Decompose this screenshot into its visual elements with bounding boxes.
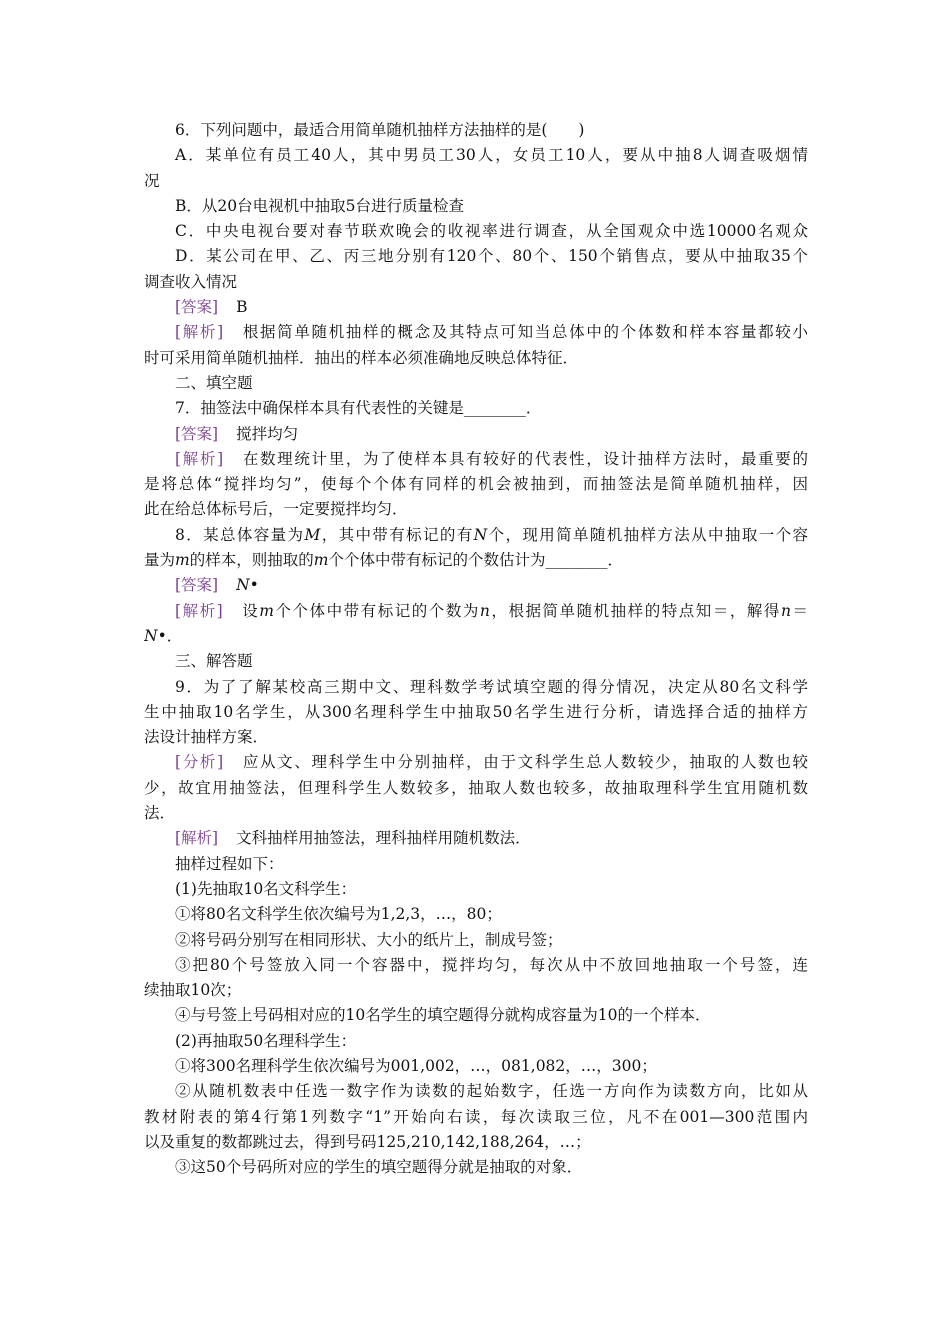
q6-option-a: A．某单位有员工40人，其中男员工30人，女员工10人，要从中抽8人调查吸烟情: [175, 146, 808, 165]
q8-stem-part: 的样本，则抽取的: [189, 551, 314, 570]
analysis-tag: [解析]: [175, 323, 224, 342]
variable-N: N: [144, 626, 158, 645]
q9-analysis-text: 文科抽样用抽签法，理科抽样用随机数法．: [236, 829, 531, 848]
q8-answer-value: •: [249, 576, 259, 595]
variable-m: m: [259, 601, 274, 620]
section-heading-solve: 三、解答题: [175, 652, 253, 671]
analysis-tag: [解析]: [175, 829, 219, 848]
q7-answer: [144, 422, 808, 447]
q7-analysis: [144, 447, 808, 472]
analysis-tag: [解析]: [175, 601, 223, 620]
q9-part2-step2-cont: 教材附表的第4行第1列数字“1”开始向右读，每次读取三位，凡不在001—300范围内: [144, 1107, 808, 1126]
variable-m: m: [313, 551, 329, 570]
q9-stem: 9．为了了解某校高三期中文、理科数学考试填空题的得分情况，决定从80名文科学: [175, 677, 808, 696]
q8-stem-part: 量为: [144, 551, 176, 570]
q9-part2-step3: ③这50个号码所对应的学生的填空题得分就是抽取的对象．: [175, 1158, 583, 1177]
q8-analysis: [144, 599, 808, 624]
q8-analysis-part: 设: [240, 601, 260, 620]
q8-stem-part: 8．某总体容量为: [175, 525, 305, 544]
variable-M: M: [304, 525, 321, 544]
q8-answer-variable: N: [236, 576, 250, 595]
q9-stem-cont-2: 法设计抽样方案．: [144, 728, 269, 747]
q7-analysis-text: 在数理统计里，为了使样本具有较好的代表性，设计抽样方法时，最重要的: [241, 449, 808, 468]
q6-option-d: D．某公司在甲、乙、丙三地分别有120个、80个、150个销售点，要从中抽取35个: [175, 247, 808, 266]
fenxi-tag: [分析]: [175, 753, 224, 772]
q9-process-heading: 抽样过程如下：: [175, 854, 284, 873]
q8-analysis-part: 个个体中带有标记的个数为: [273, 601, 480, 620]
q9-part1-step4: ④与号签上号码相对应的10名学生的填空题得分就构成容量为10的一个样本．: [175, 1006, 711, 1025]
variable-m: m: [175, 551, 190, 570]
q6-analysis: [144, 320, 808, 345]
q9-part2-title: (2)再抽取50名理科学生：: [175, 1031, 357, 1050]
q6-option-d-cont: 调查收入情况: [144, 272, 238, 291]
q9-part1-title: (1)先抽取10名文科学生：: [175, 879, 357, 898]
q7-analysis-cont: 是将总体“搅拌均匀”，使每个个体有同样的机会被抽到，而抽签法是简单随机抽样，因: [144, 475, 808, 494]
q9-part2-step2: ②从随机数表中任选一数字作为读数的起始数字，任选一方向作为读数方向，比如从: [175, 1082, 808, 1101]
q6-analysis-text: 根据简单随机抽样的概念及其特点可知当总体中的个体数和样本容量都较小: [241, 323, 808, 342]
q8-analysis-part: ，根据简单随机抽样的特点知＝，解得: [489, 601, 781, 620]
q6-answer: [144, 295, 808, 320]
variable-n: n: [479, 601, 490, 620]
q8-answer: [144, 573, 808, 598]
q9-fenxi: [144, 750, 808, 775]
q8-stem-cont: [144, 548, 808, 573]
q8-analysis-cont: [144, 624, 808, 649]
q9-part2-step2-cont-2: 以及重复的数都跳过去，得到号码125,210,142,188,264，…；: [144, 1132, 591, 1151]
q8-stem: [144, 523, 808, 548]
q6-analysis-cont: 时可采用简单随机抽样．抽出的样本必须准确地反映总体特征．: [144, 348, 579, 367]
section-heading-fill-in: 二、填空题: [175, 373, 253, 392]
q7-analysis-cont-2: 此在给总体标号后，一定要搅拌均匀．: [144, 500, 408, 519]
q9-part1-step3-cont: 续抽取10次；: [144, 981, 242, 1000]
q9-part2-step1: ①将300名理科学生依次编号为001,002，…，081,082，…，300；: [175, 1056, 657, 1075]
q8-analysis-part: •．: [157, 626, 183, 645]
q9-analysis: [144, 826, 808, 851]
q6-stem: 6．下列问题中，最适合用简单随机抽样方法抽样的是( ): [175, 121, 585, 139]
variable-N: N: [473, 525, 488, 544]
q6-option-c: C．中央电视台要对春节联欢晚会的收视率进行调查，从全国观众中选10000名观众: [175, 222, 808, 241]
q8-analysis-part: ＝: [790, 601, 808, 620]
variable-n: n: [780, 601, 791, 620]
q9-fenxi-cont: 少，故宜用抽签法，但理科学生人数较多，抽取人数也较多，故抽取理科学生宜用随机数: [144, 778, 808, 797]
q9-fenxi-text: 应从文、理科学生中分别抽样，由于文科学生总人数较少，抽取的人数也较: [241, 753, 808, 772]
q9-part1-step1: ①将80名文科学生依次编号为1,2,3，…，80；: [175, 905, 502, 924]
answer-tag: [答案]: [175, 424, 219, 443]
q7-stem: 7．抽签法中确保样本具有代表性的关键是________．: [175, 399, 542, 418]
answer-tag: [答案]: [175, 576, 219, 595]
q8-stem-part: ，其中带有标记的有: [320, 525, 474, 544]
q9-fenxi-cont-2: 法．: [144, 804, 176, 823]
q6-option-a-cont: 况: [144, 171, 160, 190]
document-page: [144, 118, 808, 1180]
q9-stem-cont: 生中抽取10名学生，从300名理科学生中抽取50名学生进行分析，请选择合适的抽样方: [144, 702, 808, 721]
answer-tag: [答案]: [175, 298, 219, 317]
analysis-tag: [解析]: [175, 449, 224, 468]
q7-answer-value: 搅拌均匀: [236, 424, 299, 443]
q8-stem-part: 个个体中带有标记的个数估计为________．: [328, 551, 623, 570]
q6-answer-value: B: [236, 298, 248, 317]
q9-part1-step3: ③把80个号签放入同一个容器中，搅拌均匀，每次从中不放回地抽取一个号签，连: [175, 955, 808, 974]
q8-stem-part: 个，现用简单随机抽样方法从中抽取一个容: [487, 525, 808, 544]
q6-option-b: B．从20台电视机中抽取5台进行质量检查: [175, 196, 464, 215]
q9-part1-step2: ②将号码分别写在相同形状、大小的纸片上，制成号签；: [175, 930, 563, 949]
